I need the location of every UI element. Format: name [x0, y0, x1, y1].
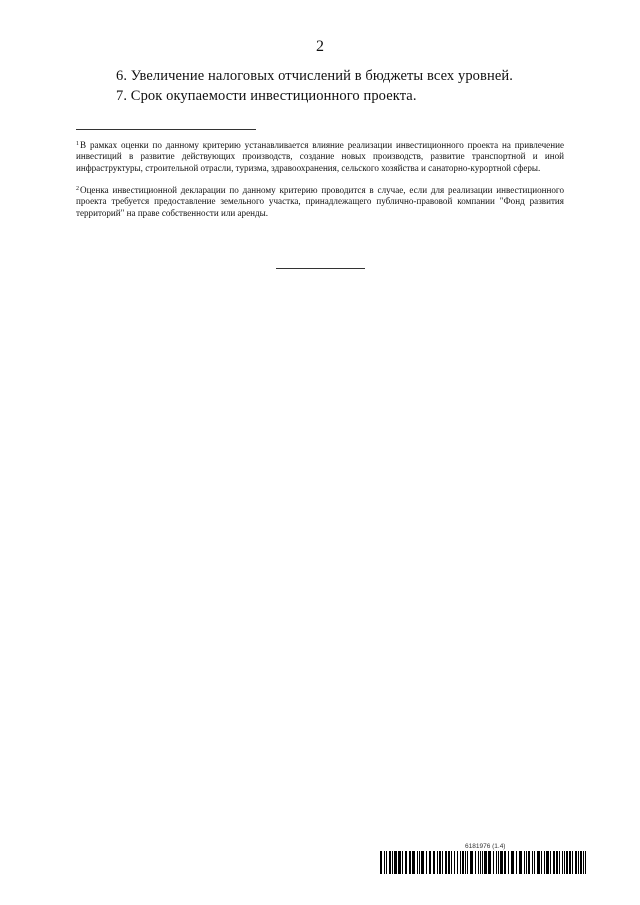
- barcode-bar: [484, 851, 487, 874]
- footnote-2: [76, 185, 564, 219]
- barcode-bar: [569, 851, 571, 874]
- barcode-bar: [454, 851, 455, 874]
- page-number: 2: [316, 38, 324, 55]
- barcode-bar: [437, 851, 438, 874]
- barcode-bar: [480, 851, 481, 874]
- barcode-bar: [402, 851, 403, 874]
- barcode-bar: [508, 851, 509, 874]
- barcode-bar: [498, 851, 499, 874]
- footnote-1: [76, 140, 564, 174]
- barcode-bar: [488, 851, 491, 874]
- footnote-1-text: В рамках оценки по данному критерию устанавливается влияние реализации инвестиционного проекта на привлечение инвестиций в развитие действующих производств, создание новых производств, развитие транспортной и иной инфраструктуры, строительной отрасли, туризма, здравоохранения, сельского хозяйства и санаторно-курортной сферы.: [76, 140, 564, 173]
- barcode-bar: [451, 851, 452, 874]
- barcode-bar: [386, 851, 387, 874]
- barcode-bar: [433, 851, 435, 874]
- barcode-bar: [532, 851, 533, 874]
- barcode-bar: [421, 851, 424, 874]
- barcode-bar: [578, 851, 579, 874]
- barcode-bar: [511, 851, 514, 874]
- barcode-bar: [475, 851, 476, 874]
- barcode-bar: [580, 851, 582, 874]
- barcode-bar: [534, 851, 535, 874]
- barcode-bar: [409, 851, 411, 874]
- barcode-bar: [524, 851, 525, 874]
- barcode-bar: [394, 851, 397, 874]
- list-item-6: 6. Увеличение налоговых отчислений в бюджеты всех уровней.: [116, 68, 513, 84]
- barcode-bar: [380, 851, 382, 874]
- barcode-bar: [575, 851, 577, 874]
- barcode-bar: [460, 851, 461, 874]
- end-of-document-line: [276, 268, 365, 269]
- barcode-bar: [504, 851, 506, 874]
- barcode-bar: [537, 851, 540, 874]
- barcode-bar: [442, 851, 443, 874]
- barcode-bar: [526, 851, 527, 874]
- barcode-bar: [553, 851, 555, 874]
- barcode-bar: [426, 851, 427, 874]
- barcode-bar: [482, 851, 483, 874]
- barcode: [380, 851, 589, 874]
- barcode-bar: [405, 851, 407, 874]
- barcode-bar: [412, 851, 415, 874]
- barcode-bar: [470, 851, 473, 874]
- barcode-bar: [541, 851, 542, 874]
- barcode-bar: [467, 851, 468, 874]
- barcode-bar: [546, 851, 549, 874]
- barcode-bar: [564, 851, 565, 874]
- barcode-bar: [457, 851, 458, 874]
- footnote-2-marker: 2: [76, 186, 79, 192]
- barcode-bar: [419, 851, 420, 874]
- barcode-bar: [516, 851, 517, 874]
- barcode-bar: [392, 851, 393, 874]
- barcode-bar: [562, 851, 563, 874]
- barcode-bar: [429, 851, 431, 874]
- barcode-bar: [384, 851, 385, 874]
- barcode-bar: [544, 851, 545, 874]
- barcode-bar: [493, 851, 494, 874]
- barcode-bar: [572, 851, 573, 874]
- barcode-bar: [398, 851, 401, 874]
- list-item-7: 7. Срок окупаемости инвестиционного проекта.: [116, 88, 417, 104]
- barcode-bar: [519, 851, 522, 874]
- barcode-bar: [566, 851, 568, 874]
- barcode-bar: [462, 851, 464, 874]
- barcode-bar: [478, 851, 479, 874]
- barcode-bar: [500, 851, 503, 874]
- barcode-bar: [528, 851, 530, 874]
- barcode-bar: [559, 851, 560, 874]
- document-id: 6181976 (1.4): [465, 843, 506, 850]
- barcode-bar: [550, 851, 551, 874]
- footnote-1-marker: 1: [76, 141, 79, 147]
- footnote-separator: [76, 129, 256, 130]
- barcode-bar: [496, 851, 497, 874]
- barcode-bar: [556, 851, 558, 874]
- barcode-bar: [585, 851, 586, 874]
- barcode-bar: [583, 851, 584, 874]
- footnote-2-text: Оценка инвестиционной декларации по данному критерию проводится в случае, если для реализации инвестиционного проекта требуется предоставление земельного участка, принадлежащего публично-правовой компании "Фонд развития территорий" на праве собственности или аренды.: [76, 185, 564, 218]
- barcode-bar: [465, 851, 466, 874]
- barcode-bar: [417, 851, 418, 874]
- barcode-bar: [448, 851, 450, 874]
- barcode-bar: [439, 851, 441, 874]
- barcode-bar: [445, 851, 447, 874]
- barcode-bar: [389, 851, 391, 874]
